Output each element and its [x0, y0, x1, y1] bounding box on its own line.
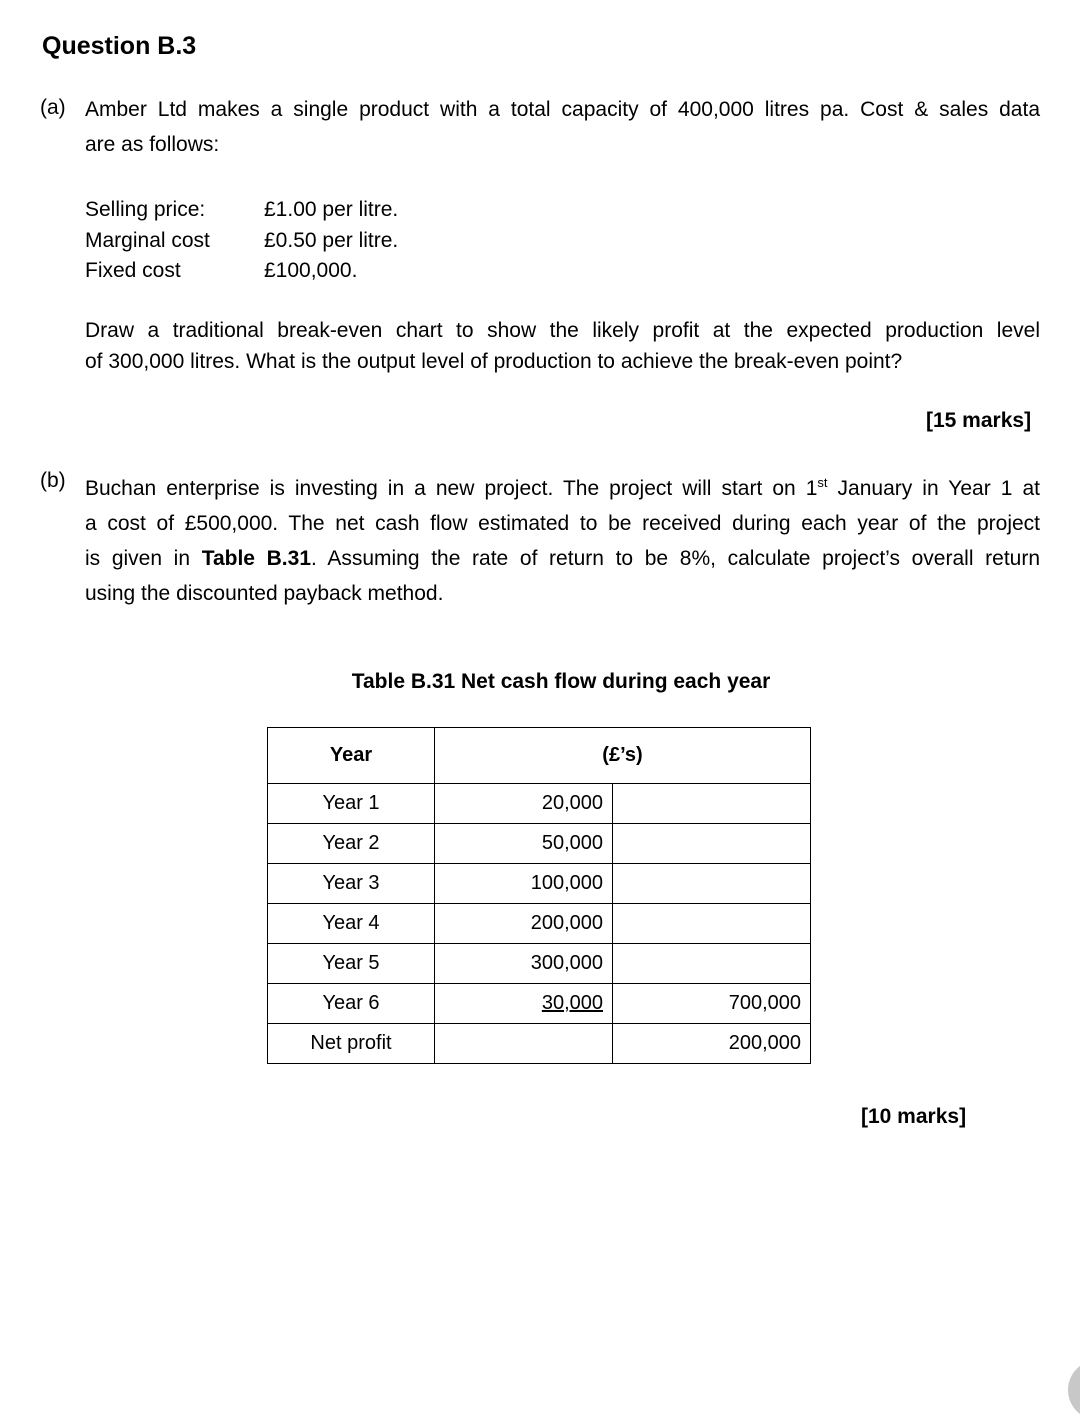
- part-b-text: [85, 465, 1040, 611]
- part-a-marks: [15 marks]: [926, 409, 1032, 432]
- cell-total: [613, 904, 811, 944]
- cell-year: Year 4: [268, 904, 435, 944]
- table-header-row: [268, 728, 811, 784]
- header-year: Year: [268, 728, 435, 784]
- part-a-task: [85, 315, 1040, 377]
- part-a-intro: [85, 92, 1040, 162]
- part-a-intro-line-2: are as follows:: [85, 133, 220, 156]
- part-b-label: (b): [40, 469, 66, 492]
- part-b-line-1-pre: Buchan enterprise is investing in a new project. The project will start on 1: [85, 477, 818, 500]
- cell-value: [435, 1024, 613, 1064]
- cost-label: Marginal cost: [85, 228, 210, 252]
- header-amount: (£’s): [435, 728, 811, 784]
- cost-values: [264, 195, 398, 287]
- part-b-line-1-post: January in Year 1 at: [827, 477, 1040, 500]
- cell-value: [435, 984, 613, 1024]
- cost-label: Selling price:: [85, 198, 206, 221]
- part-b-line-3: [85, 541, 1040, 576]
- cell-total: [613, 824, 811, 864]
- table-caption: Table B.31 Net cash flow during each year: [351, 670, 771, 693]
- part-b-marks: [10 marks]: [861, 1105, 967, 1128]
- table-row: [268, 984, 811, 1024]
- cell-value: 50,000: [435, 824, 613, 864]
- cash-flow-table: [267, 727, 811, 1064]
- cell-value: 100,000: [435, 864, 613, 904]
- table-reference: Table B.31: [201, 547, 311, 570]
- cost-value: £100,000.: [264, 259, 358, 282]
- table-row: [268, 1024, 811, 1064]
- part-a-label: (a): [40, 96, 66, 119]
- cell-year: Year 3: [268, 864, 435, 904]
- part-b-line-3-pre: is given in: [85, 547, 202, 570]
- part-a-intro-line-1: Amber Ltd makes a single product with a total capacity of 400,000 litres pa. Cost & sales data: [85, 98, 1040, 121]
- part-a-task-line-1: Draw a traditional break-even chart to show the likely profit at the expected production level: [85, 319, 1040, 342]
- cell-total: [613, 784, 811, 824]
- cell-total: 200,000: [613, 1024, 811, 1064]
- table-row: [268, 944, 811, 984]
- cost-value: £1.00 per litre.: [264, 198, 399, 221]
- table-row: [268, 864, 811, 904]
- table-row: [268, 824, 811, 864]
- cell-value: 200,000: [435, 904, 613, 944]
- part-b-line-1: [85, 465, 1040, 506]
- part-b-line-3-post: . Assuming the rate of return to be 8%, calculate project’s overall return: [311, 547, 1040, 570]
- cell-value: 20,000: [435, 784, 613, 824]
- table-row: [268, 784, 811, 824]
- cell-year: Year 6: [268, 984, 435, 1024]
- cell-year: Net profit: [268, 1024, 435, 1064]
- cell-year: Year 2: [268, 824, 435, 864]
- cell-total: 700,000: [613, 984, 811, 1024]
- cost-value: £0.50 per litre.: [264, 228, 399, 252]
- cell-value: 300,000: [435, 944, 613, 984]
- cell-year: Year 5: [268, 944, 435, 984]
- cell-year: Year 1: [268, 784, 435, 824]
- cost-labels: [85, 195, 210, 287]
- part-b-line-1-sup: st: [817, 475, 828, 490]
- question-title: Question B.3: [42, 32, 197, 60]
- cell-total: [613, 864, 811, 904]
- cell-total: [613, 944, 811, 984]
- cost-label: Fixed cost: [85, 259, 181, 282]
- table-row: [268, 904, 811, 944]
- underlined-value: 30,000: [541, 992, 603, 1014]
- part-a-task-line-2: of 300,000 litres. What is the output level of production to achieve the break-even point?: [85, 350, 903, 373]
- part-b-line-4: using the discounted payback method.: [85, 582, 444, 605]
- scroll-corner-circle: [1068, 1360, 1080, 1420]
- part-b-line-2: a cost of £500,000. The net cash flow estimated to be received during each year of the project: [85, 512, 1040, 535]
